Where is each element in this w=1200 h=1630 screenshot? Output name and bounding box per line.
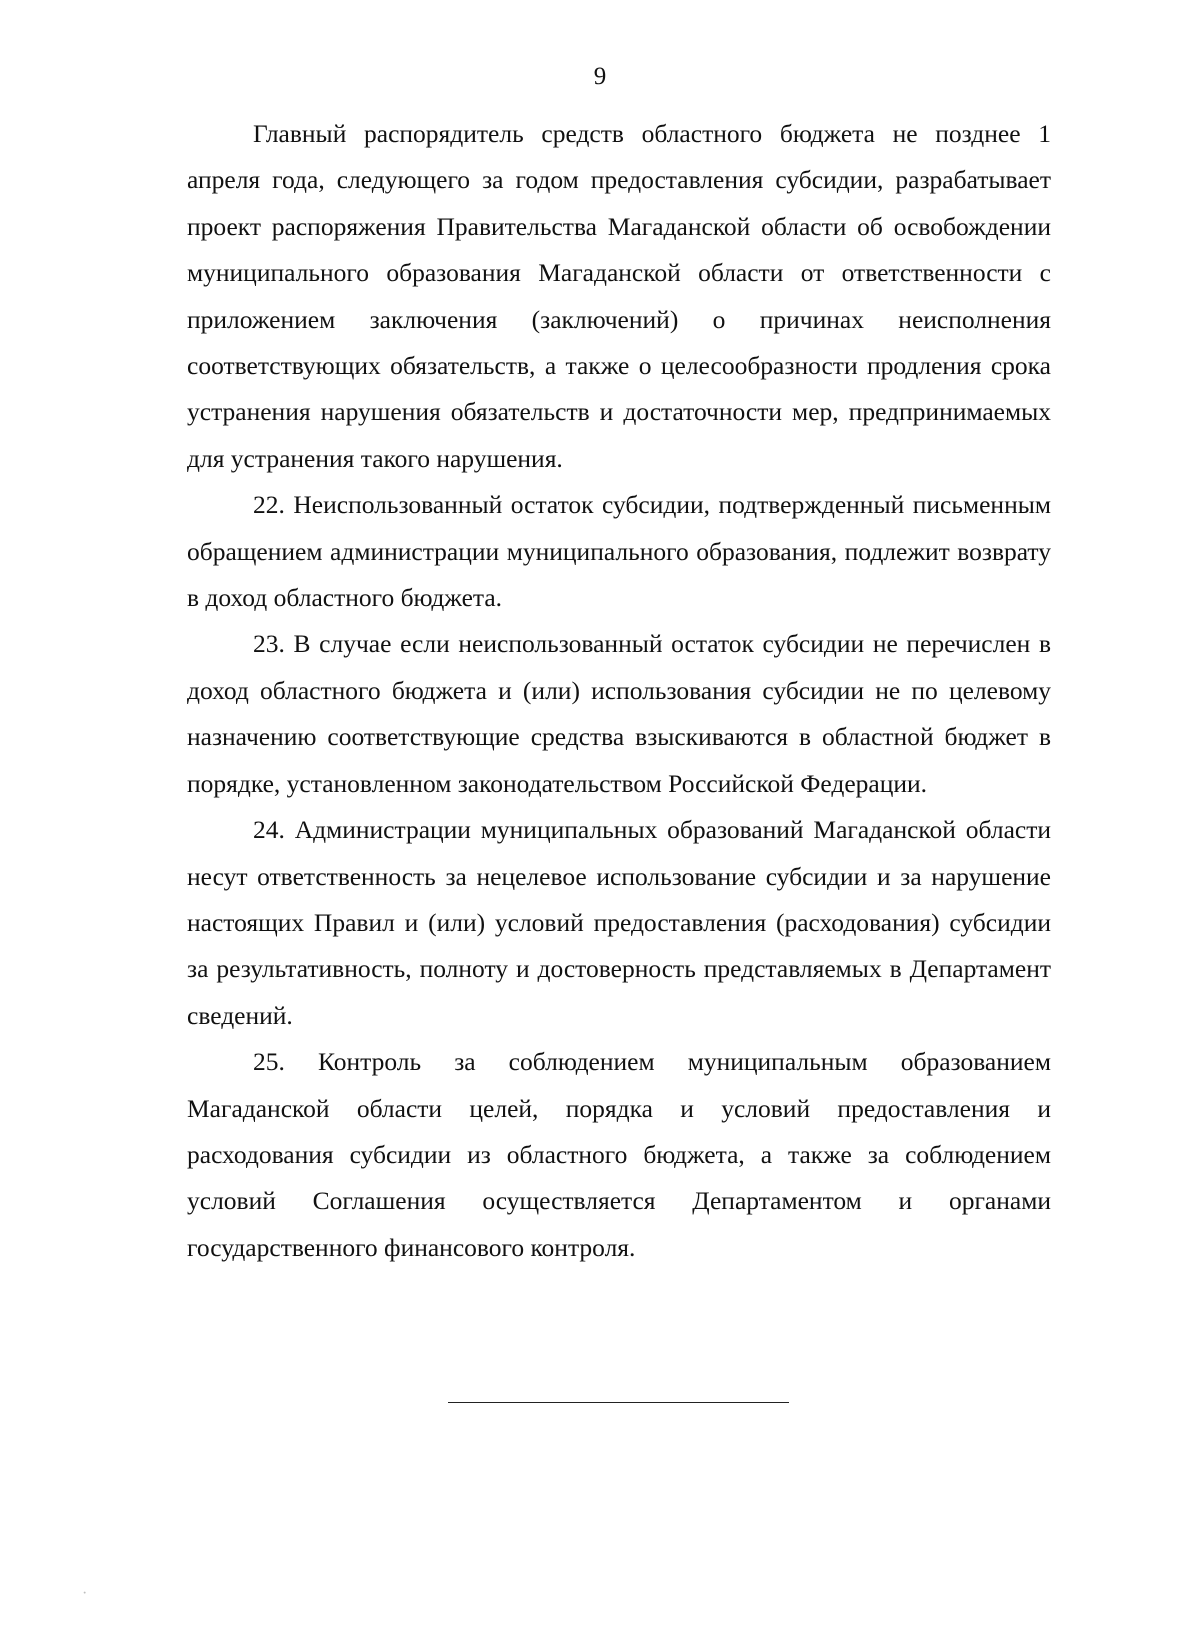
document-body <box>187 111 1051 1271</box>
end-of-document-rule <box>448 1402 789 1403</box>
paragraph-intro: Главный распорядитель средств областного бюджета не позднее 1 апреля года, следующего за годом предоставления субсидии, разрабатывает проект распоряжения Правительства Магаданской области об освобождении муниципального образования Магаданской области от ответственности с приложением заключения (заключений) о причинах неисполнения соответствующих обязательств, а также о целесообразности продления срока устранения нарушения обязательств и достаточности мер, предпринимаемых для устранения такого нарушения. <box>187 119 1051 473</box>
paragraph-24: 24. Администрации муниципальных образований Магаданской области несут ответственность за нецелевое использование субсидии и за нарушение настоящих Правил и (или) условий предоставления (расходования) субсидии за результативность, полноту и достоверность представляемых в Департамент сведений. <box>187 815 1051 1030</box>
paragraph-25: 25. Контроль за соблюдением муниципальным образованием Магаданской области целей, порядка и условий предоставления и расходования субсидии из областного бюджета, а также за соблюдением условий Соглашения осуществляется Департаментом и органами государственного финансового контроля. <box>187 1047 1051 1262</box>
page-number: 9 <box>593 63 607 90</box>
scan-artifact-mark: · <box>82 1585 88 1602</box>
paragraph-22: 22. Неиспользованный остаток субсидии, подтвержденный письменным обращением администрации муниципального образования, подлежит возврату в доход областного бюджета. <box>187 490 1051 613</box>
paragraph-23: 23. В случае если неиспользованный остаток субсидии не перечислен в доход областного бюджета и (или) использования субсидии не по целевому назначению соответствующие средства взыскиваются в областной бюджет в порядке, установленном законодательством Российской Федерации. <box>187 629 1051 798</box>
